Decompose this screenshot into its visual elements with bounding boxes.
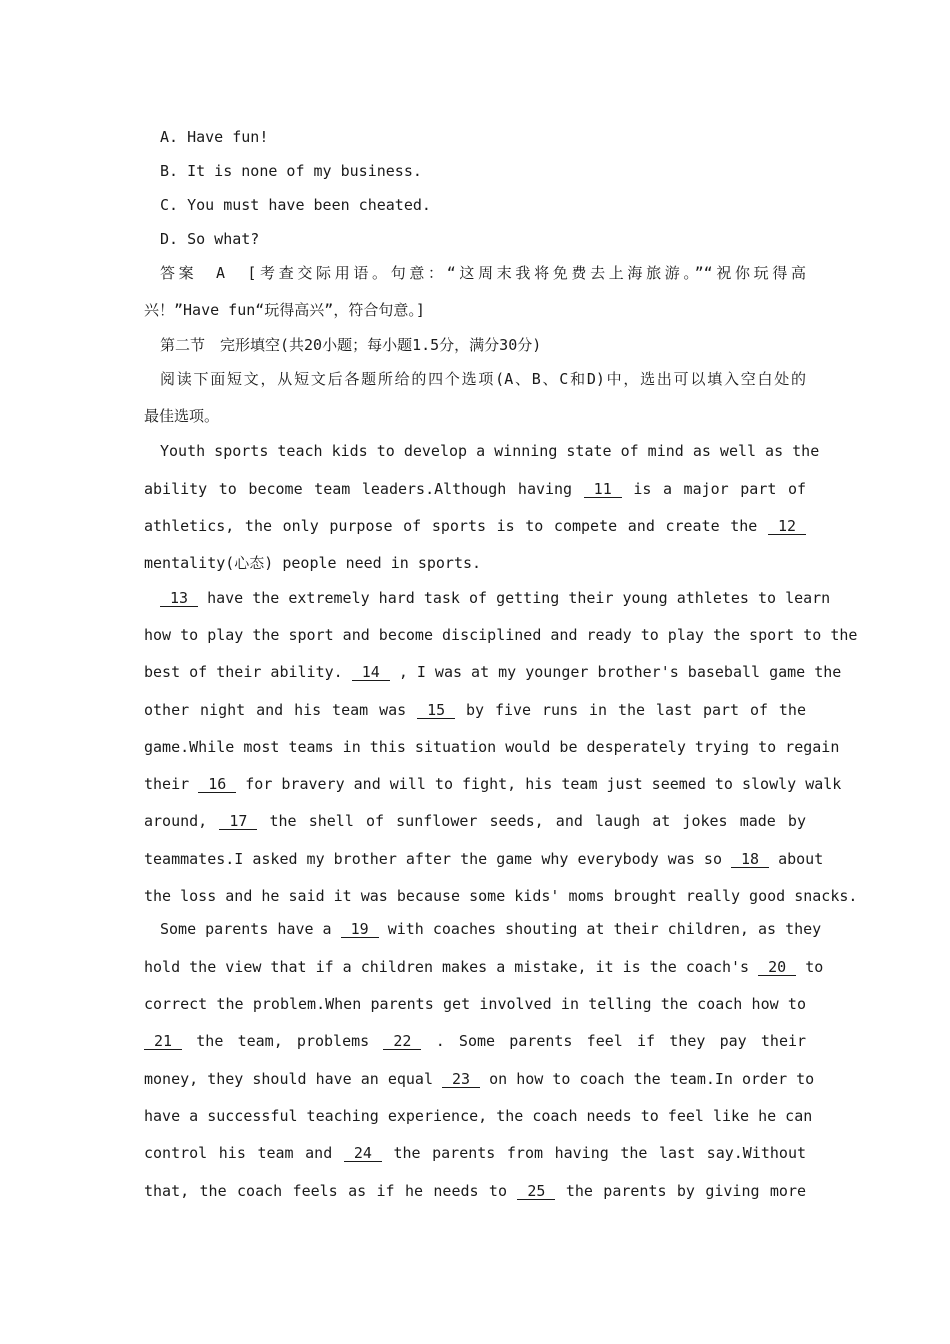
blank-23: 23 — [442, 1071, 480, 1088]
blank-14: 14 — [352, 664, 390, 681]
passage-line — [144, 1143, 806, 1163]
passage-text: the shell of sunflower seeds, and laugh at jokes made by — [269, 812, 806, 830]
instruction-line-1: 阅读下面短文，从短文后各题所给的四个选项(A、B、C和D)中，选出可以填入空白处的 — [160, 370, 806, 388]
passage-text: to — [805, 958, 824, 976]
passage-text: athletics, the only purpose of sports is to compete and create the — [144, 517, 758, 535]
passage-line — [144, 957, 824, 977]
passage-text: with coaches shouting at their children, as they — [387, 920, 822, 938]
passage-text: other night and his team was — [144, 701, 407, 719]
passage-text: Some parents have a — [160, 920, 332, 938]
passage-line: Youth sports teach kids to develop a winning state of mind as well as the — [160, 442, 820, 460]
passage-text: around, — [144, 812, 208, 830]
passage-text: have the extremely hard task of getting their young athletes to learn — [207, 589, 831, 607]
passage-text: that, the coach feels as if he needs to — [144, 1182, 507, 1200]
blank-18: 18 — [731, 851, 769, 868]
passage-line — [144, 811, 806, 831]
instruction-line-2: 最佳选项。 — [144, 407, 220, 425]
passage-text: by five runs in the last part of the — [466, 701, 806, 719]
option-d: D. So what? — [160, 230, 260, 248]
passage-text: the parents by giving more — [565, 1182, 807, 1200]
passage-text: their — [144, 775, 190, 793]
blank-24: 24 — [344, 1145, 382, 1162]
passage-text: , I was at my younger brother's baseball game the — [398, 663, 842, 681]
passage-line — [160, 919, 822, 939]
passage-text: money, they should have an equal — [144, 1070, 433, 1088]
passage-text: the parents from having the last say.Without — [393, 1144, 807, 1162]
passage-text: hold the view that if a children makes a mistake, it is the coach's — [144, 958, 750, 976]
passage-text: is a major part of — [633, 480, 807, 498]
passage-line: mentality(心态) people need in sports. — [144, 554, 482, 572]
passage-text: best of their ability. — [144, 663, 343, 681]
blank-16: 16 — [198, 776, 236, 793]
passage-line — [144, 479, 806, 499]
passage-line — [144, 700, 806, 720]
passage-line: the loss and he said it was because some kids' moms brought really good snacks. — [144, 887, 858, 905]
passage-text: on how to coach the team.In order to — [489, 1070, 815, 1088]
passage-line: how to play the sport and become disciplined and ready to play the sport to the — [144, 626, 858, 644]
passage-text: teammates.I asked my brother after the game why everybody was so — [144, 850, 722, 868]
passage-line — [144, 849, 824, 869]
blank-19: 19 — [341, 921, 379, 938]
option-c: C. You must have been cheated. — [160, 196, 431, 214]
section-heading: 第二节 完形填空(共20小题；每小题1.5分，满分30分) — [160, 336, 542, 354]
passage-text: ability to become team leaders.Although having — [144, 480, 573, 498]
blank-12: 12 — [768, 518, 806, 535]
passage-line — [144, 774, 842, 794]
blank-17: 17 — [219, 813, 257, 830]
passage-line — [144, 662, 842, 682]
passage-line: correct the problem.When parents get involved in telling the coach how to — [144, 995, 806, 1013]
passage-line — [144, 516, 806, 536]
passage-text: . Some parents feel if they pay their — [435, 1032, 807, 1050]
option-a: A. Have fun! — [160, 128, 269, 146]
passage-line: game.While most teams in this situation would be desperately trying to regain — [144, 738, 840, 756]
passage-line — [160, 588, 831, 608]
blank-25: 25 — [517, 1183, 555, 1200]
blank-21: 21 — [144, 1033, 182, 1050]
blank-22: 22 — [383, 1033, 421, 1050]
passage-text: about — [778, 850, 824, 868]
answer-line-2: 兴！”Have fun“玩得高兴”，符合句意。] — [144, 301, 425, 319]
answer-line-1: 答案 A [考查交际用语。句意：“这周末我将免费去上海旅游。”“祝你玩得高 — [160, 264, 806, 282]
blank-20: 20 — [758, 959, 796, 976]
passage-text: the team, problems — [196, 1032, 370, 1050]
passage-line — [144, 1069, 815, 1089]
option-b: B. It is none of my business. — [160, 162, 422, 180]
blank-15: 15 — [417, 702, 455, 719]
passage-text: for bravery and will to fight, his team just seemed to slowly walk — [245, 775, 842, 793]
passage-line — [144, 1031, 806, 1051]
blank-11: 11 — [584, 481, 622, 498]
blank-13: 13 — [160, 590, 198, 607]
passage-line — [144, 1181, 806, 1201]
passage-text: control his team and — [144, 1144, 333, 1162]
passage-line: have a successful teaching experience, the coach needs to feel like he can — [144, 1107, 813, 1125]
